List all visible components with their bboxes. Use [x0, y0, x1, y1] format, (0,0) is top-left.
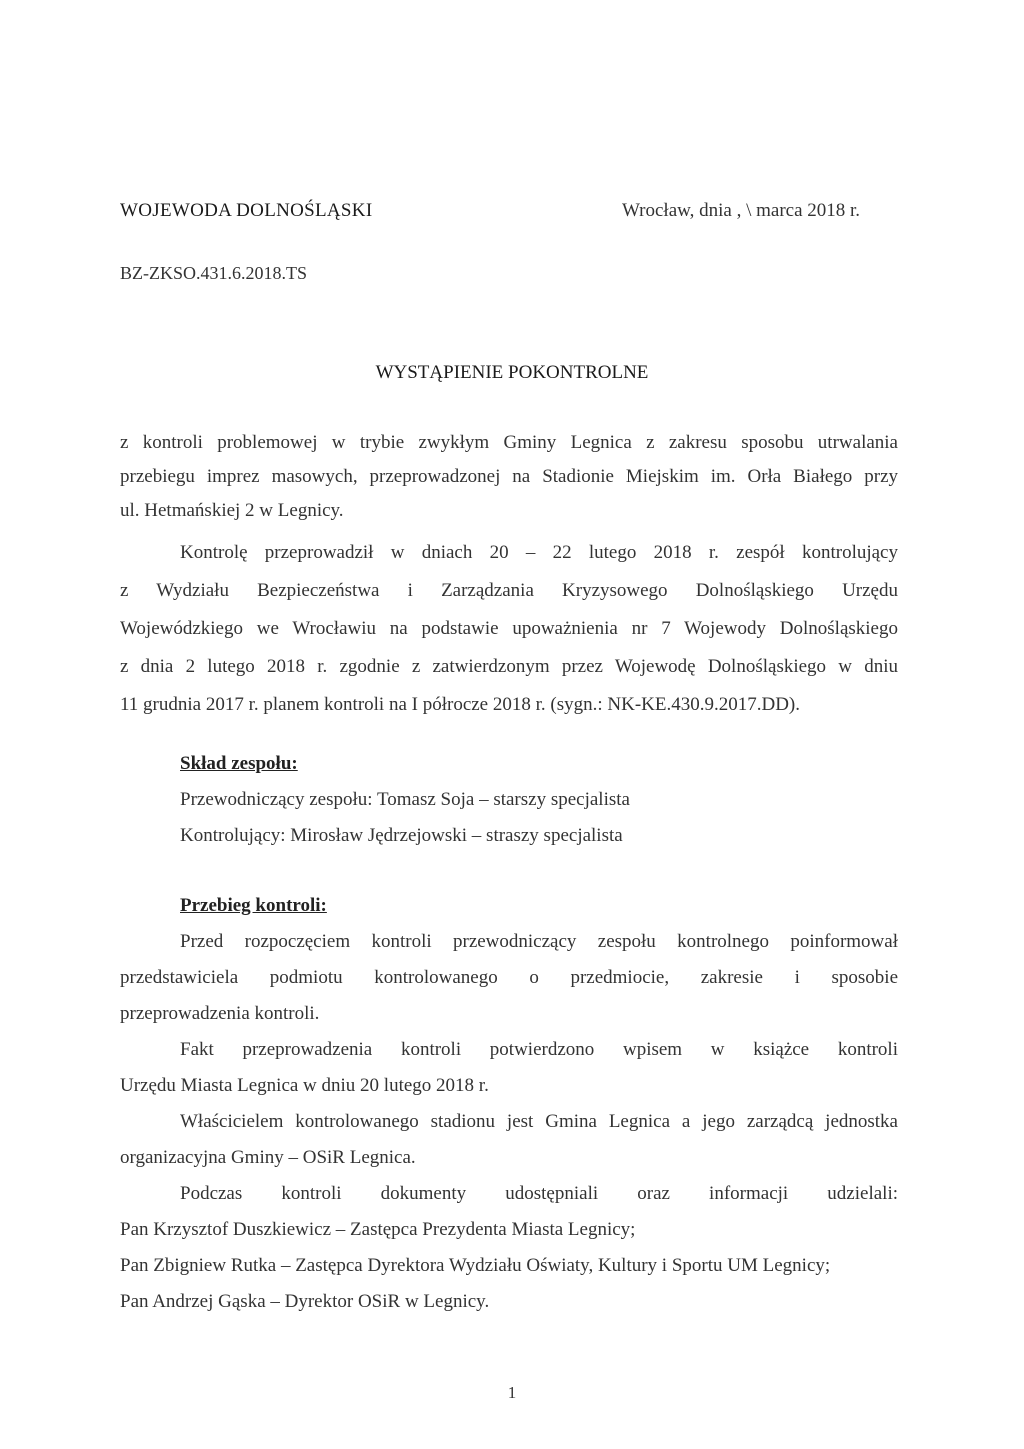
document-title: WYSTĄPIENIE POKONTROLNE	[375, 362, 649, 383]
intro-line: z kontroli problemowej w trybie zwykłym Gminy Legnica z zakresu sposobu utrwalania	[120, 432, 898, 453]
team-inspector: Kontrolujący: Mirosław Jędrzejowski – straszy specjalista	[180, 825, 623, 846]
intro-line: przebiegu imprez masowych, przeprowadzonej na Stadionie Miejskim im. Orła Białego przy	[120, 466, 898, 487]
control-info-line: Wojewódzkiego we Wrocławiu na podstawie upoważnienia nr 7 Wojewody Dolnośląskiego	[120, 618, 898, 639]
control-info-line: 11 grudnia 2017 r. planem kontroli na I półrocze 2018 r. (sygn.: NK-KE.430.9.2017.DD).	[120, 694, 801, 715]
team-section	[120, 746, 898, 854]
course-paragraph-line: Właścicielem kontrolowanego stadionu jest Gmina Legnica a jego zarządcą jednostka	[180, 1111, 898, 1132]
course-paragraph-line: Pan Andrzej Gąska – Dyrektor OSiR w Legnicy.	[120, 1291, 490, 1312]
course-paragraph-line: przedstawiciela podmiotu kontrolowanego o przedmiocie, zakresie i sposobie	[120, 967, 898, 988]
course-paragraph-line: przeprowadzenia kontroli.	[120, 1003, 320, 1024]
intro-line: ul. Hetmańskiej 2 w Legnicy.	[120, 500, 344, 521]
course-heading: Przebieg kontroli:	[180, 895, 327, 916]
course-paragraph-line: organizacyjna Gminy – OSiR Legnica.	[120, 1147, 416, 1168]
team-chair: Przewodniczący zespołu: Tomasz Soja – starszy specjalista	[180, 789, 630, 810]
control-info-line: z Wydziału Bezpieczeństwa i Zarządzania Kryzysowego Dolnośląskiego Urzędu	[120, 580, 898, 601]
place-and-date: Wrocław, dnia , \ marca 2018 r.	[622, 200, 861, 221]
control-info-line: z dnia 2 lutego 2018 r. zgodnie z zatwierdzonym przez Wojewodę Dolnośląskiego w dniu	[120, 656, 898, 677]
course-paragraph-line: Przed rozpoczęciem kontroli przewodniczący zespołu kontrolnego poinformował	[180, 931, 898, 952]
control-info-paragraph	[120, 534, 898, 724]
page-number: 1	[507, 1383, 517, 1402]
course-paragraph-line: Urzędu Miasta Legnica w dniu 20 lutego 2018 r.	[120, 1075, 489, 1096]
course-paragraph-line: Fakt przeprowadzenia kontroli potwierdzono wpisem w książce kontroli	[180, 1039, 898, 1060]
course-paragraph-line: Pan Krzysztof Duszkiewicz – Zastępca Prezydenta Miasta Legnicy;	[120, 1219, 636, 1240]
issuing-authority: WOJEWODA DOLNOŚLĄSKI	[120, 200, 373, 221]
course-paragraph-line: Pan Zbigniew Rutka – Zastępca Dyrektora Wydziału Oświaty, Kultury i Sportu UM Legnicy;	[120, 1255, 831, 1276]
team-heading: Skład zespołu:	[180, 753, 298, 774]
control-info-line: Kontrolę przeprowadził w dniach 20 – 22 lutego 2018 r. zespół kontrolujący	[180, 542, 898, 563]
course-section	[120, 888, 898, 1320]
intro-paragraph	[120, 426, 898, 528]
course-paragraph-line: Podczas kontroli dokumenty udostępniali oraz informacji udzielali:	[180, 1183, 898, 1204]
case-reference: BZ-ZKSO.431.6.2018.TS	[120, 263, 308, 283]
